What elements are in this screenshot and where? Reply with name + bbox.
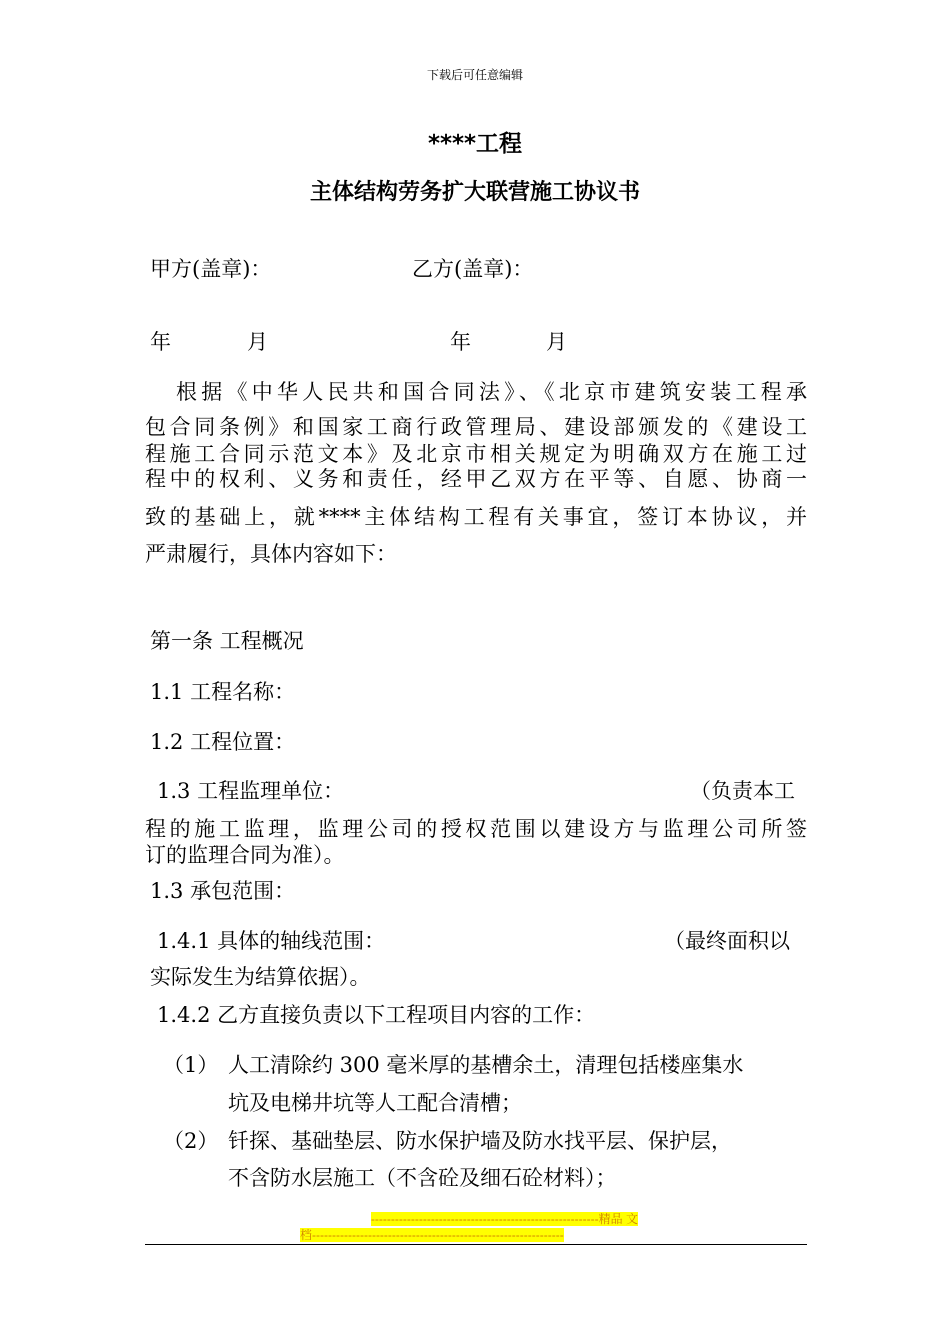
item-1-4-2: 1.4.2 乙方直接负责以下工程项目内容的工作：: [157, 1003, 596, 1027]
document-subtitle: 主体结构劳务扩大联营施工协议书: [309, 180, 640, 205]
item-1-3-cont-2: 订的监理合同为准）。: [145, 843, 345, 867]
intro-line-6: 严肃履行，具体内容如下：: [145, 542, 397, 566]
footer-line-1: ---------------------------------------------------------精品 文: [370, 1212, 638, 1226]
list-item-1-line-1: 人工清除约 300 毫米厚的基槽余土，清理包括楼座集水: [228, 1053, 744, 1077]
party-a-seal: 甲方(盖章)：: [150, 257, 272, 281]
list-item-2-line-1: 钎探、基础垫层、防水保护墙及防水找平层、保护层，: [228, 1129, 732, 1153]
article-1-heading: 第一条 工程概况: [150, 629, 304, 653]
list-item-2-line-2: 不含防水层施工（不含砼及细石砼材料）；: [228, 1166, 617, 1190]
intro-line-1: 根据《中华人民共和国合同法》、《北京市建筑安装工程承: [176, 380, 807, 404]
party-a-year: 年: [150, 330, 171, 354]
intro-line-5: 致的基础上，就****主体结构工程有关事宜，签订本协议，并: [145, 505, 807, 529]
party-b-year: 年: [450, 330, 471, 354]
intro-line-3: 程施工合同示范文本》及北京市相关规定为明确双方在施工过: [145, 442, 807, 466]
footer-watermark: [300, 1211, 652, 1243]
list-item-1-line-2: 坑及电梯井坑等人工配合清槽；: [228, 1091, 522, 1115]
party-a-month: 月: [247, 330, 268, 354]
item-1-4-1-label: 1.4.1 具体的轴线范围：: [157, 929, 386, 953]
header-note: 下载后可任意编辑: [426, 68, 523, 82]
footer-divider: [145, 1244, 807, 1245]
document-title: ****工程: [427, 131, 523, 157]
item-scope: 1.3 承包范围：: [150, 879, 296, 903]
item-1-3-label: 1.3 工程监理单位：: [157, 779, 345, 803]
intro-line-2: 包合同条例》和国家工商行政管理局、建设部颁发的《建设工: [145, 415, 807, 439]
party-b-month: 月: [546, 330, 567, 354]
list-item-1-number: （1）: [163, 1053, 219, 1077]
item-1-3-tail: （负责本工: [690, 779, 795, 803]
item-1-4-1-cont: 实际发生为结算依据）。: [150, 965, 371, 989]
footer-line-2: 档---------------------------------------------------------------: [300, 1228, 564, 1242]
item-1-4-1-tail: （最终面积以: [664, 929, 790, 953]
intro-line-4: 程中的权利、义务和责任，经甲乙双方在平等、自愿、协商一: [145, 467, 807, 491]
item-1-1: 1.1 工程名称：: [150, 680, 296, 704]
list-item-2-number: （2）: [163, 1129, 219, 1153]
item-1-3-cont-1: 程的施工监理，监理公司的授权范围以建设方与监理公司所签: [145, 817, 807, 841]
item-1-2: 1.2 工程位置：: [150, 730, 296, 754]
party-b-seal: 乙方(盖章)：: [412, 257, 534, 281]
